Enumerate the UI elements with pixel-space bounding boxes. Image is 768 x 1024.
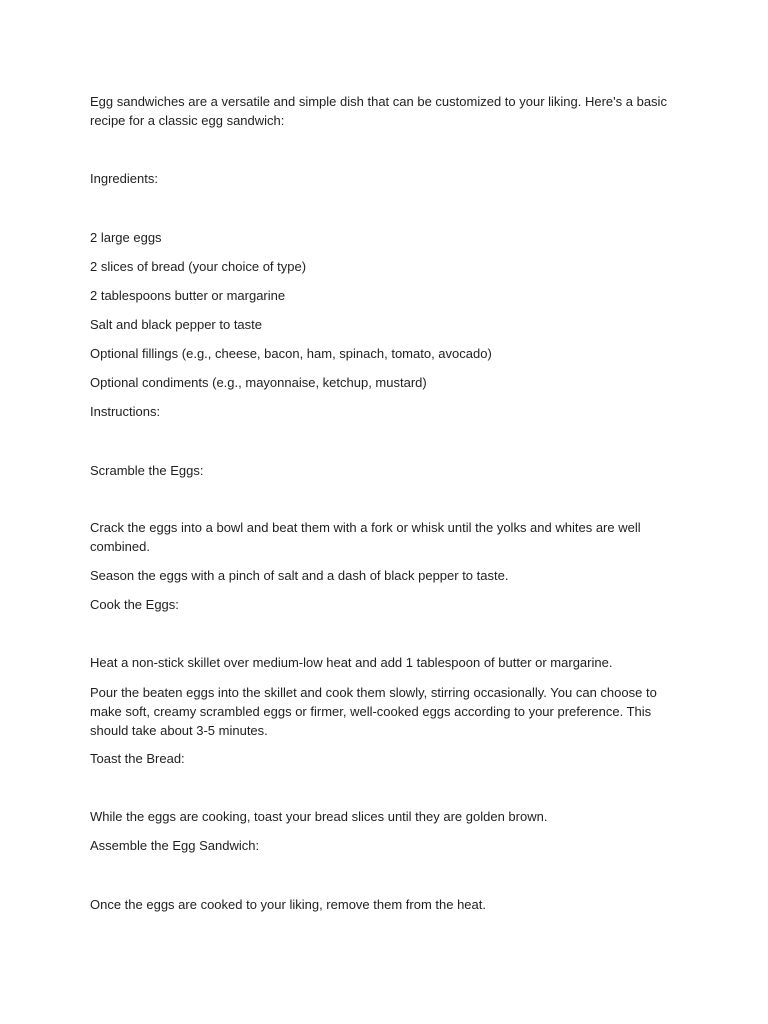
step-heading: Toast the Bread: [90, 751, 185, 766]
step-heading: Assemble the Egg Sandwich: [90, 838, 260, 853]
step-text: Season the eggs with a pinch of salt and a dash of black pepper to taste. [90, 568, 509, 583]
ingredient-item: Salt and black pepper to taste [90, 317, 263, 332]
step-heading: Cook the Eggs: [90, 597, 179, 612]
step-heading: Scramble the Eggs: [90, 463, 204, 478]
ingredient-item: Optional fillings (e.g., cheese, bacon, ham, spinach, tomato, avocado) [90, 346, 492, 361]
ingredient-item: Optional condiments (e.g., mayonnaise, ketchup, mustard) [90, 375, 427, 390]
step-text: Pour the beaten eggs into the skillet and cook them slowly, stirring occasionally. You can choose to make soft, creamy scrambled eggs or firmer, well-cooked eggs according to your preference. This should take about 3-5 minutes. [90, 685, 657, 738]
ingredient-item: 2 slices of bread (your choice of type) [90, 259, 307, 274]
step-text: Crack the eggs into a bowl and beat them with a fork or whisk until the yolks and whites are well combined. [90, 520, 641, 554]
ingredient-item: 2 large eggs [90, 230, 162, 245]
step-text: Heat a non-stick skillet over medium-low heat and add 1 tablespoon of butter or margarine. [90, 655, 613, 670]
intro-paragraph: Egg sandwiches are a versatile and simple dish that can be customized to your liking. Here's a basic recipe for a classic egg sandwich: [90, 94, 667, 128]
ingredients-heading: Ingredients: [90, 171, 158, 186]
ingredient-item: 2 tablespoons butter or margarine [90, 288, 286, 303]
instructions-heading: Instructions: [90, 404, 161, 419]
step-text: Once the eggs are cooked to your liking, remove them from the heat. [90, 897, 486, 912]
step-text: While the eggs are cooking, toast your bread slices until they are golden brown. [90, 809, 548, 824]
